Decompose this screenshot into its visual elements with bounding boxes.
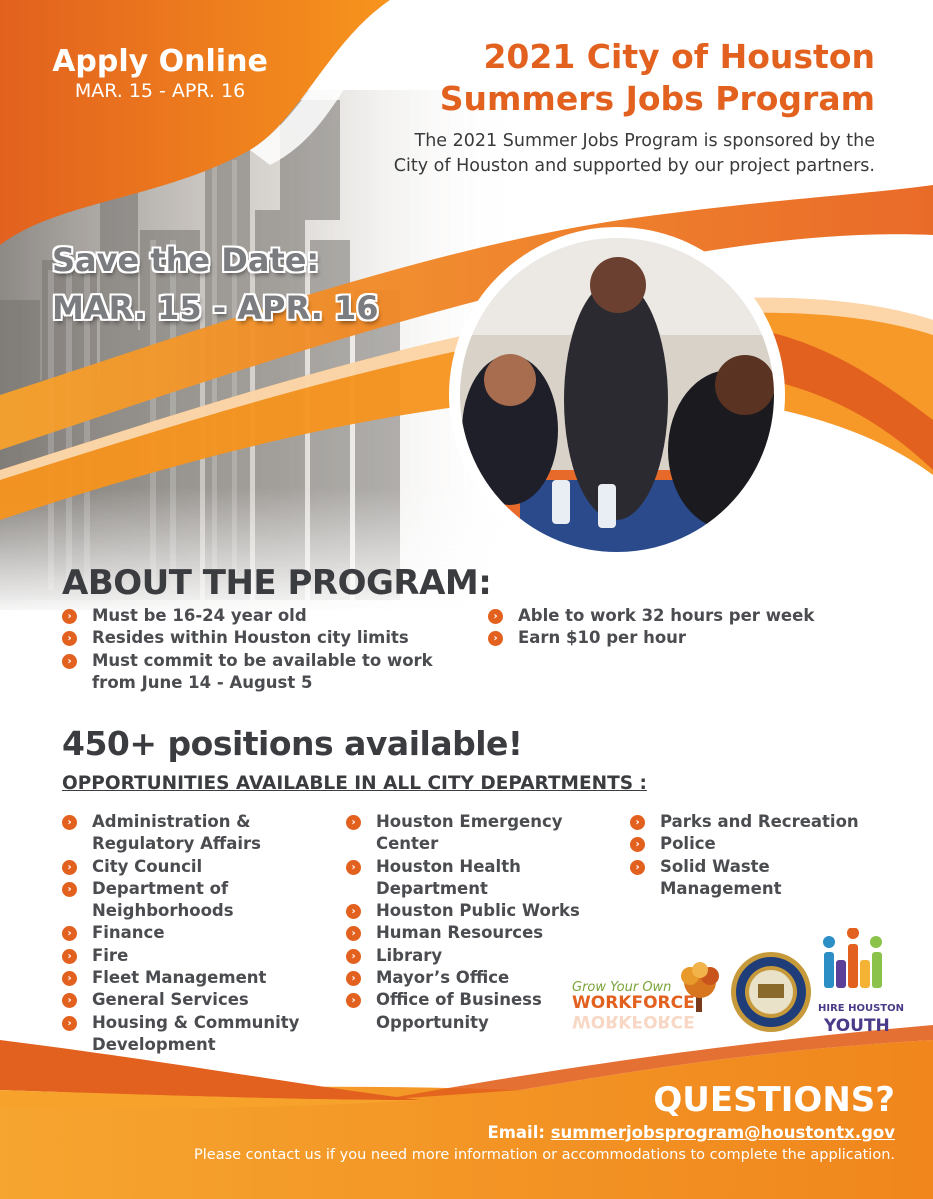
list-item: › Houston Public Works — [346, 900, 596, 922]
departments-column-2 — [346, 811, 596, 1034]
list-item: › Housing & Community Development — [62, 1012, 312, 1057]
list-item: › Administration & Regulatory Affairs — [62, 811, 312, 856]
chevron-right-icon: › — [346, 815, 361, 830]
chevron-right-icon: › — [346, 904, 361, 919]
city-seal-icon — [731, 952, 811, 1032]
event-photo — [447, 225, 787, 565]
chevron-right-icon: › — [630, 815, 645, 830]
chevron-right-icon: › — [346, 993, 361, 1008]
chevron-right-icon: › — [62, 654, 77, 669]
list-item: › Fleet Management — [62, 967, 312, 989]
list-item: › Finance — [62, 922, 312, 944]
list-item: › Houston Emergency Center — [346, 811, 596, 856]
contact-email: Email: summerjobsprogram@houstontx.gov — [487, 1123, 895, 1142]
list-item: › Houston Health Department — [346, 856, 596, 901]
about-right-list — [488, 605, 888, 650]
chevron-right-icon: › — [346, 971, 361, 986]
contact-note: Please contact us if you need more information or accommodations to complete the application. — [194, 1147, 895, 1163]
list-item: › Parks and Recreation — [630, 811, 880, 833]
about-heading: ABOUT THE PROGRAM: — [62, 563, 492, 603]
chevron-right-icon: › — [62, 949, 77, 964]
list-item: › Police — [630, 833, 880, 855]
apply-dates: MAR. 15 - APR. 16 — [74, 80, 246, 102]
chevron-right-icon: › — [62, 882, 77, 897]
list-item: › General Services — [62, 989, 312, 1011]
apply-title: Apply Online — [52, 44, 268, 79]
questions-heading: QUESTIONS? — [653, 1080, 895, 1120]
list-item: › Must be 16-24 year old — [62, 605, 462, 627]
list-item: › Must commit to be available to work from June 14 - August 5 — [62, 650, 462, 695]
about-left-list — [62, 605, 462, 694]
positions-heading: 450+ positions available! — [62, 724, 523, 763]
opportunities-subheading: OPPORTUNITIES AVAILABLE IN ALL CITY DEPARTMENTS : — [62, 773, 647, 794]
list-item: › Library — [346, 945, 596, 967]
chevron-right-icon: › — [62, 1016, 77, 1031]
workforce-label: WORKFORCE — [572, 993, 695, 1013]
departments-column-1 — [62, 811, 312, 1056]
chevron-right-icon: › — [62, 860, 77, 875]
grow-your-own-label: Grow Your Own — [572, 980, 672, 995]
list-item: › Mayor’s Office — [346, 967, 596, 989]
chevron-right-icon: › — [488, 631, 503, 646]
list-item: › Resides within Houston city limits — [62, 627, 462, 649]
hire-houston-youth-icon — [823, 928, 882, 988]
chevron-right-icon: › — [630, 860, 645, 875]
youth-label: YOUTH — [824, 1016, 890, 1036]
list-item: › Earn $10 per hour — [488, 627, 888, 649]
list-item: › Human Resources — [346, 922, 596, 944]
chevron-right-icon: › — [488, 609, 503, 624]
chevron-right-icon: › — [62, 815, 77, 830]
list-item: › Fire — [62, 945, 312, 967]
chevron-right-icon: › — [62, 926, 77, 941]
list-item: › Solid Waste Management — [630, 856, 880, 901]
chevron-right-icon: › — [346, 926, 361, 941]
departments-column-3 — [630, 811, 880, 900]
hire-houston-label: HIRE HOUSTON — [818, 1003, 904, 1014]
page-subtitle: The 2021 Summer Jobs Program is sponsored by the City of Houston and supported by our project partners. — [393, 131, 875, 176]
chevron-right-icon: › — [62, 609, 77, 624]
chevron-right-icon: › — [346, 949, 361, 964]
chevron-right-icon: › — [630, 837, 645, 852]
list-item: › Office of Business Opportunity — [346, 989, 596, 1034]
workforce-reflection: WORKFORCE — [572, 1011, 695, 1031]
list-item: › Department of Neighborhoods — [62, 878, 312, 923]
chevron-right-icon: › — [62, 631, 77, 646]
save-the-date: Save the Date: MAR. 15 - APR. 16 — [52, 241, 379, 327]
chevron-right-icon: › — [62, 971, 77, 986]
chevron-right-icon: › — [346, 860, 361, 875]
email-link[interactable]: summerjobsprogram@houstontx.gov — [550, 1123, 895, 1142]
page-title: 2021 City of Houston Summers Jobs Program — [439, 37, 875, 118]
list-item: › City Council — [62, 856, 312, 878]
chevron-right-icon: › — [62, 993, 77, 1008]
list-item: › Able to work 32 hours per week — [488, 605, 888, 627]
apply-online-badge — [40, 44, 280, 102]
